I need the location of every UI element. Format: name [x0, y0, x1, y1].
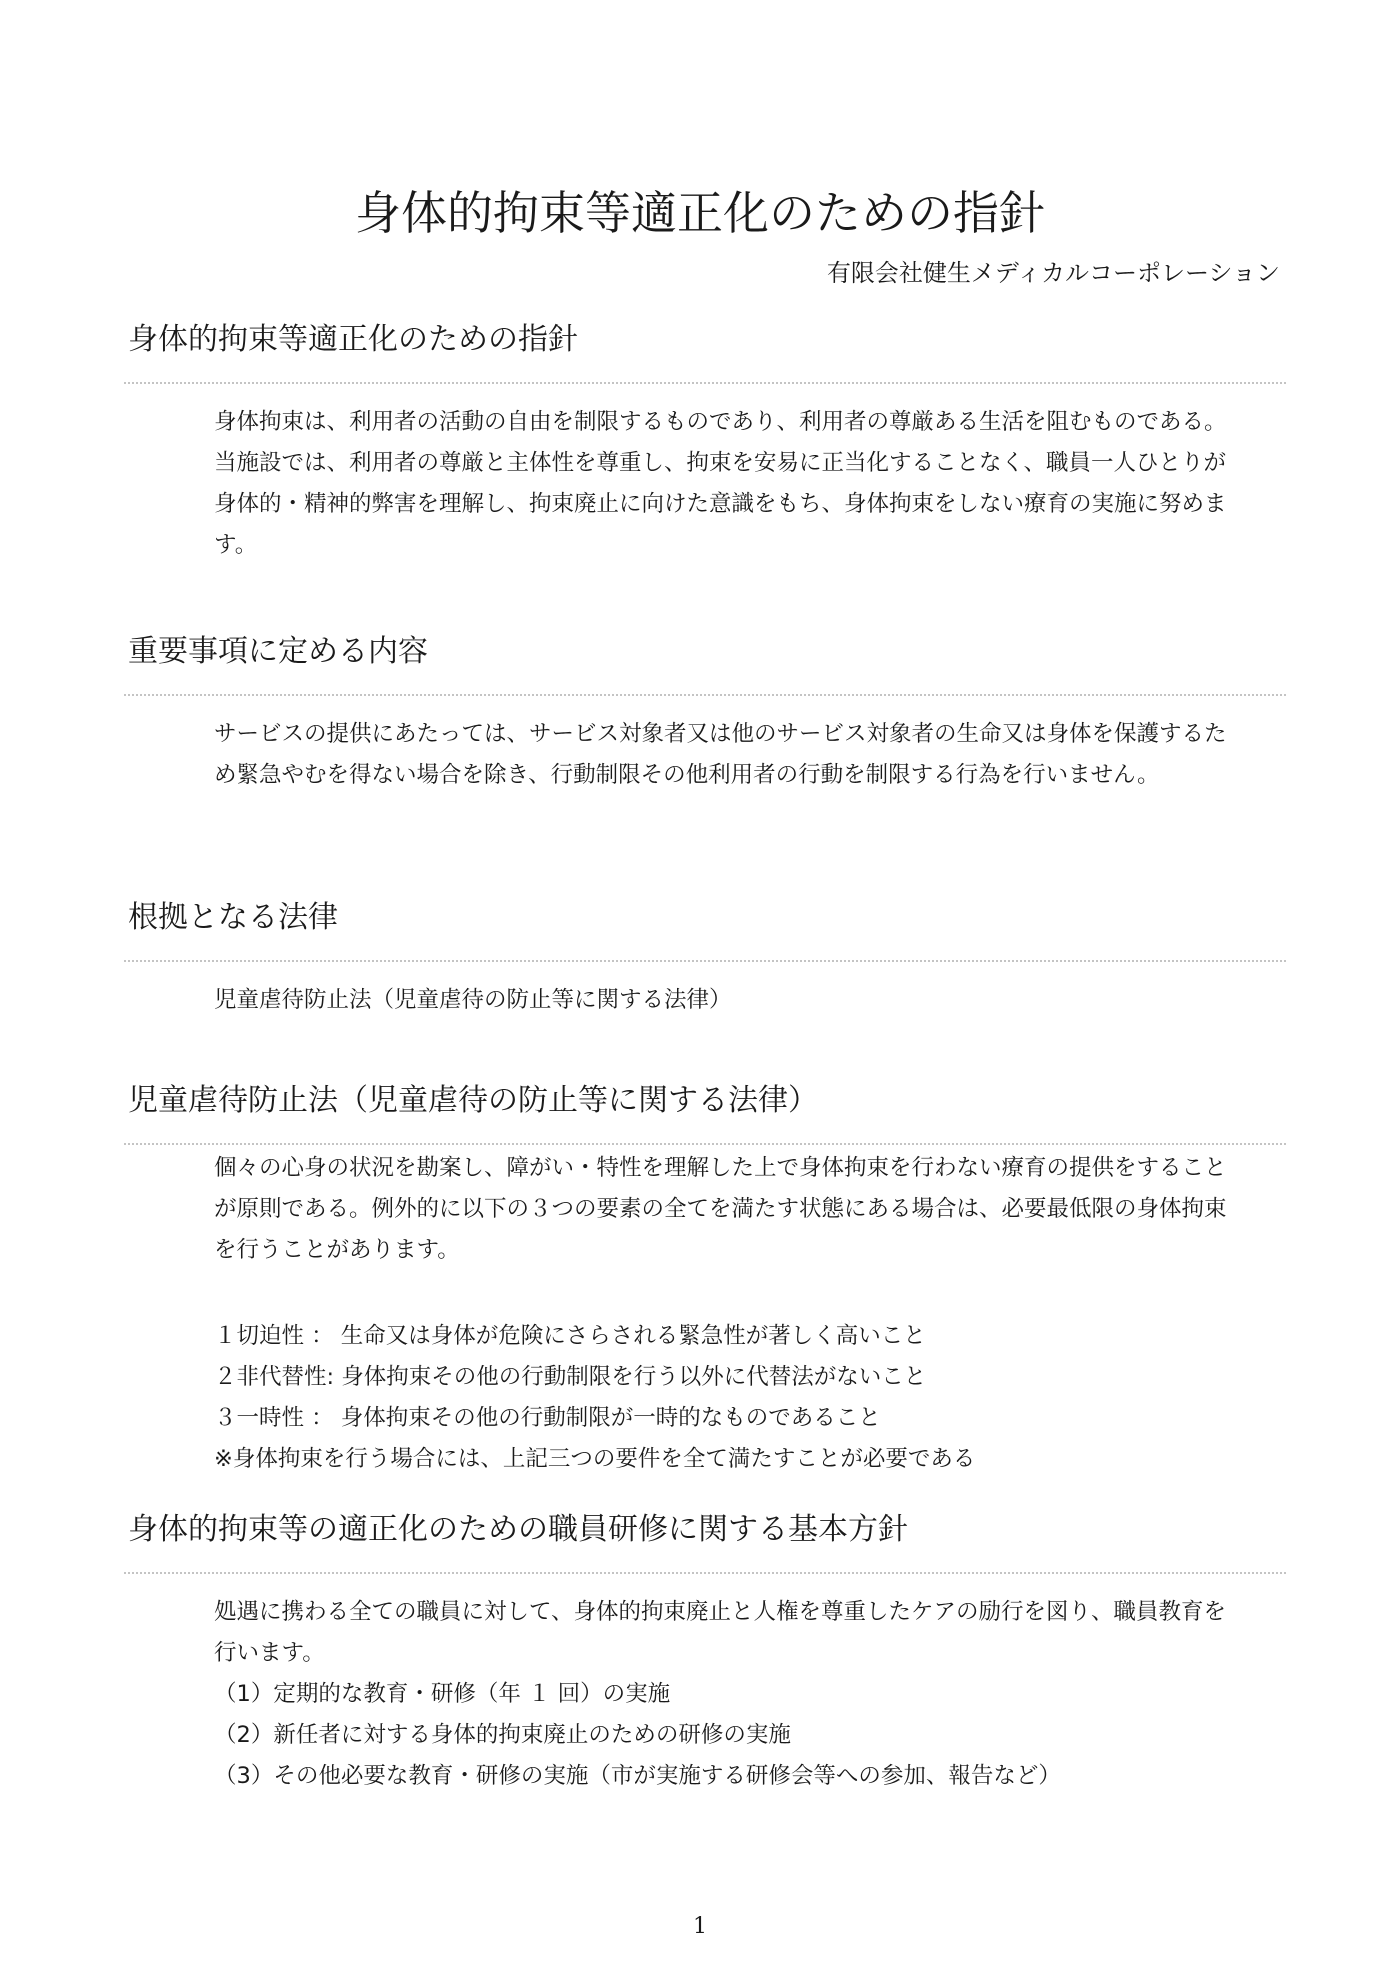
- list-item: ３一時性 ： 身体拘束その他の行動制限が一時的なものであること: [214, 1405, 881, 1431]
- list-item: （2）新任者に対する身体的拘束廃止のための研修の実施: [214, 1722, 791, 1748]
- section-heading-policy: 身体的拘束等適正化のための指針: [128, 322, 578, 357]
- organization-name: 有限会社健生メディカルコーポレーション: [826, 259, 1280, 287]
- section-heading-legal-basis: 根拠となる法律: [128, 900, 338, 935]
- list-item: １切迫性 ： 生命又は身体が危険にさらされる緊急性が著しく高いこと: [214, 1323, 926, 1349]
- section-body-policy: 身体拘束は、利用者の活動の自由を制限するものであり、利用者の尊厳ある生活を阻むものである。当施設では、利用者の尊厳と主体性を尊重し、拘束を安易に正当化することなく、職員一人ひとりが身体的・精神的弊害を理解し、拘束廃止に向けた意識をもち、身体拘束をしない療育の実施に努めます。: [214, 409, 1227, 558]
- list-item: ※身体拘束を行う場合には、上記三つの要件を全て満たすことが必要である: [214, 1446, 976, 1472]
- section-divider: [124, 1572, 1286, 1574]
- section-heading-staff-training: 身体的拘束等の適正化のための職員研修に関する基本方針: [128, 1512, 908, 1547]
- list-item: ２非代替性: 身体拘束その他の行動制限を行う以外に代替法がないこと: [214, 1364, 927, 1390]
- section-divider: [124, 694, 1286, 696]
- page-number: 1: [693, 1914, 707, 1939]
- section-divider: [124, 960, 1286, 962]
- section-heading-important-matters: 重要事項に定める内容: [128, 634, 428, 669]
- section-body-legal-basis: 児童虐待防止法（児童虐待の防止等に関する法律）: [214, 987, 732, 1013]
- list-item: （1）定期的な教育・研修（年 １ 回）の実施: [214, 1681, 671, 1707]
- section-heading-abuse-prevention-law: 児童虐待防止法（児童虐待の防止等に関する法律）: [128, 1083, 818, 1118]
- training-list: [214, 1674, 1274, 1797]
- document-title: 身体的拘束等適正化のための指針: [355, 186, 1045, 240]
- requirements-list: [214, 1316, 1274, 1480]
- section-divider: [124, 382, 1286, 384]
- section-body-staff-training: 処遇に携わる全ての職員に対して、身体的拘束廃止と人権を尊重したケアの励行を図り、職員教育を行います。: [214, 1599, 1227, 1666]
- section-divider: [124, 1143, 1286, 1145]
- section-body-abuse-prevention-law: 個々の心身の状況を勘案し、障がい・特性を理解した上で身体拘束を行わない療育の提供をすることが原則である。例外的に以下の３つの要素の全てを満たす状態にある場合は、必要最低限の身体拘束を行うことがあります。: [214, 1155, 1227, 1263]
- section-body-important-matters: サービスの提供にあたっては、サービス対象者又は他のサービス対象者の生命又は身体を保護するため緊急やむを得ない場合を除き、行動制限その他利用者の行動を制限する行為を行いません。: [214, 721, 1227, 788]
- list-item: （3）その他必要な教育・研修の実施（市が実施する研修会等への参加、報告など）: [214, 1763, 1061, 1789]
